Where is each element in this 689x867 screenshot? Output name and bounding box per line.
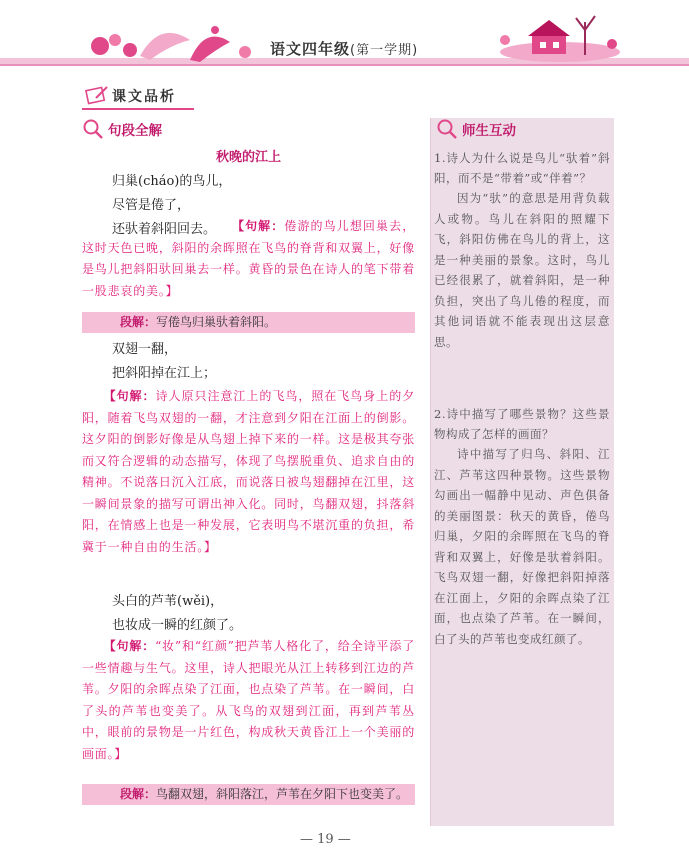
left-heading (82, 118, 162, 140)
poem-line: 尽管是倦了， (112, 198, 191, 213)
annotation-label: 【句解： (103, 639, 156, 653)
annotation-text: “妆”和“红颜”把芦苇人格化了，给全诗平添了一些情趣与生气。这里，诗人把眼光从江上转移到江边的芦苇。夕阳的余晖点染了江面，也点染了芦苇。在一瞬间，白了头的芦苇也变美了。从飞鸟的双翅到江面，再到芦苇丛中，眼前的景物是一片红色，构成秋天黄昏江上一个美丽的画面。】 (82, 639, 415, 761)
summary-label: 段解： (120, 315, 157, 329)
question-2: 2.诗中描写了哪些景物？这些景物构成了怎样的画面？ (434, 407, 610, 441)
summary-text: 鸟翻双翅，斜阳落江，芦苇在夕阳下也变美了。 (156, 787, 409, 801)
left-heading-text: 句段全解 (108, 123, 162, 139)
left-column (82, 112, 415, 832)
summary-label: 段解： (120, 787, 157, 801)
annotation-1 (82, 216, 415, 302)
poem-line: 把斜阳掉在江上； (112, 366, 217, 381)
magnifier-icon (436, 118, 458, 140)
flower-ornament-left (91, 26, 251, 62)
question-1: 1.诗人为什么说是鸟儿“驮着”斜阳，而不是“带着”或“伴着”？ (434, 151, 610, 185)
answer-2: 诗中描写了归鸟、斜阳、江江、芦苇这四种景物。这些景物勾画出一幅静中见动、声色俱备的美丽图景：秋天的黄昏，倦鸟归巢，夕阳的余晖照在飞鸟的脊背和双翼上，好像是驮着斜阳。飞鸟双翅一翻，好像把斜阳掉落在江面上，夕阳的余晖点染了江面，也点染了芦苇。在一瞬间，白了头的芦苇也变成红颜了。 (434, 447, 610, 646)
annotation-text: 倦游的鸟儿想回巢去，这时天色已晚，斜阳的余晖照在飞鸟的脊背和双翼上，好像是鸟儿把斜阳驮回巢去一样。黄昏的景色在诗人的笔下带着一股悲哀的美。】 (82, 219, 415, 298)
annotation-2 (82, 386, 415, 558)
magnifier-icon (82, 118, 104, 140)
book-title (270, 38, 418, 59)
paragraph-summary-bar (82, 312, 415, 333)
poem-line: 也妆成一瞬的红颜了。 (112, 618, 243, 633)
annotation-label: 【句解： (232, 219, 285, 233)
poem-line: 归巢(cháo)的鸟儿， (112, 174, 232, 189)
right-column (430, 112, 614, 832)
right-heading (436, 118, 516, 140)
annotation-label: 【句解： (103, 389, 156, 403)
section-divider (82, 108, 194, 110)
pencil-note-icon (84, 84, 110, 106)
book-title-sub: (第一学期) (350, 43, 419, 58)
answer-1: 因为“驮”的意思是用背负载人或物。鸟儿在斜阳的照耀下飞，斜阳仿佛在鸟儿的背上，这是一种美丽的景象。这时，鸟儿已经很累了，就着斜阳，是一种负担，突出了鸟儿倦的程度，而其他词语就不能表现出这层意思。 (434, 191, 610, 349)
summary-text: 写倦鸟归巢驮着斜阳。 (156, 315, 277, 329)
poem-line: 还驮着斜阳回去。 (112, 222, 217, 237)
page-number: — 19 — (300, 832, 351, 847)
right-heading-text: 师生互动 (462, 123, 516, 139)
annotation-text: 诗人原只注意江上的飞鸟，照在飞鸟身上的夕阳，随着飞鸟双翅的一翻，才注意到夕阳在江面上的倒影。这夕阳的倒影好像是从鸟翅上掉下来的一样。这是极其夸张而又符合逻辑的动态描写，体现了鸟摆脱重负、追求自由的精神。不说落日沉入江底，而说落日被鸟翅翻掉在江里，这一瞬间景象的描写可谓出神入化。同时，鸟翻双翅，抖落斜阳，在情感上也是一种发展，它表明鸟不堪沉重的负担，希冀于一种自由的生活。】 (82, 389, 415, 554)
house-ornament-right (500, 16, 620, 62)
poem-line: 头白的芦苇(wěi)， (112, 594, 224, 609)
book-title-main: 语文四年级 (270, 40, 351, 58)
paragraph-summary-bar (82, 784, 415, 805)
section-title: 课文品析 (112, 89, 176, 105)
poem-line: 双翅一翻， (112, 342, 178, 357)
annotation-3 (82, 636, 415, 765)
poem-title: 秋晚的江上 (215, 150, 281, 165)
